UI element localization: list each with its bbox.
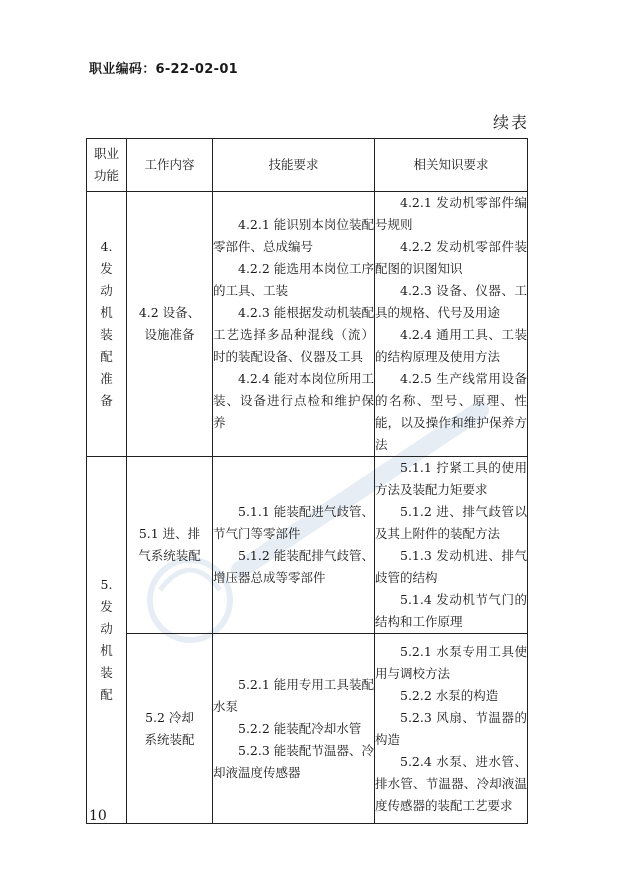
- knowledge-cell-4-2: [375, 192, 528, 457]
- header-function: [87, 139, 127, 192]
- function-char: 5.: [100, 577, 113, 592]
- function-char: 动: [100, 621, 113, 636]
- skill-item: 5.1.2 能装配排气歧管、增压器总成等零部件: [213, 548, 374, 585]
- knowledge-item: 5.2.1 水泵专用工具使用与调校方法: [375, 643, 527, 681]
- header-work: 工作内容: [127, 139, 213, 192]
- function-char: 装: [100, 665, 113, 680]
- table-header-row: [87, 139, 528, 192]
- work-line: 气系统装配: [138, 548, 201, 563]
- occupation-code: 职业编码：6-22-02-01: [89, 62, 239, 77]
- function-cell-4: [87, 192, 127, 457]
- function-char: 机: [100, 643, 113, 658]
- knowledge-item: 5.2.2 水泵的构造: [400, 687, 499, 703]
- function-char: 备: [100, 393, 113, 408]
- table-row: [87, 634, 528, 824]
- work-line: 4.2 设备、: [138, 305, 201, 320]
- knowledge-cell-5-1: [375, 457, 528, 634]
- function-char: 配: [100, 349, 113, 364]
- function-char: 动: [100, 283, 113, 298]
- knowledge-item: 4.2.1 发动机零部件编号规则: [375, 195, 527, 232]
- skill-item: 4.2.2 能选用本岗位工序的工具、工装: [213, 261, 374, 298]
- function-char: 准: [100, 371, 113, 386]
- knowledge-item: 4.2.3 设备、仪器、工具的规格、代号及用途: [375, 283, 527, 320]
- skills-table: [86, 138, 528, 824]
- skills-cell-5-2: [213, 634, 375, 824]
- work-cell-5-2: [127, 634, 213, 824]
- knowledge-item: 5.1.4 发动机节气门的结构和工作原理: [375, 592, 527, 629]
- skill-item: 5.2.3 能装配节温器、冷却液温度传感器: [213, 742, 374, 780]
- work-line: 系统装配: [144, 731, 195, 747]
- skills-cell-5-1: [213, 457, 375, 634]
- skill-item: 5.1.1 能装配进气歧管、节气门等零部件: [213, 504, 374, 541]
- table-row: [87, 457, 528, 634]
- header-function-line-1: 职业: [93, 146, 119, 161]
- work-line: 5.1 进、排: [138, 526, 201, 541]
- function-char: 配: [100, 687, 113, 702]
- continued-label: 续表: [492, 113, 529, 132]
- skill-item: 5.2.1 能用专用工具装配水泵: [213, 676, 374, 714]
- header-knowledge: 相关知识要求: [375, 139, 528, 192]
- knowledge-item: 4.2.4 通用工具、工装的结构原理及使用方法: [375, 327, 527, 364]
- knowledge-item: 5.2.3 风扇、节温器的构造: [375, 709, 527, 747]
- function-char: 发: [100, 599, 113, 614]
- function-char: 4.: [100, 239, 113, 254]
- work-cell-4-2: [127, 192, 213, 457]
- header-skills: 技能要求: [213, 139, 375, 192]
- knowledge-item: 5.2.4 水泵、进水管、排水管、节温器、冷却液温度传感器的装配工艺要求: [375, 753, 527, 813]
- function-cell-5: [87, 457, 127, 824]
- knowledge-item: 4.2.2 发动机零部件装配图的识图知识: [375, 239, 527, 276]
- work-line: 5.2 冷却: [145, 709, 194, 725]
- function-char: 装: [100, 327, 113, 342]
- table-row: [87, 192, 528, 457]
- knowledge-item: 5.1.2 进、排气歧管以及其上附件的装配方法: [375, 504, 527, 541]
- function-char: 发: [100, 261, 113, 276]
- header-function-line-2: 功能: [93, 168, 119, 183]
- work-line: 设施准备: [144, 327, 195, 342]
- knowledge-item: 5.1.1 拧紧工具的使用方法及装配力矩要求: [375, 460, 527, 497]
- skill-item: 5.2.2 能装配冷却水管: [238, 720, 362, 736]
- page-number: 10: [89, 808, 107, 824]
- skill-item: 4.2.4 能对本岗位所用工装、设备进行点检和维护保养: [213, 371, 374, 430]
- skill-item: 4.2.1 能识别本岗位装配零部件、总成编号: [213, 217, 374, 254]
- skill-item: 4.2.3 能根据发动机装配工艺选择多品种混线（流）时的装配设备、仪器及工具: [213, 305, 374, 364]
- knowledge-item: 4.2.5 生产线常用设备的名称、型号、原理、性能，以及操作和维护保养方法: [375, 371, 527, 452]
- knowledge-cell-5-2: [375, 634, 528, 824]
- skills-cell-4-2: [213, 192, 375, 457]
- work-cell-5-1: [127, 457, 213, 634]
- function-char: 机: [100, 305, 113, 320]
- knowledge-item: 5.1.3 发动机进、排气歧管的结构: [375, 548, 527, 585]
